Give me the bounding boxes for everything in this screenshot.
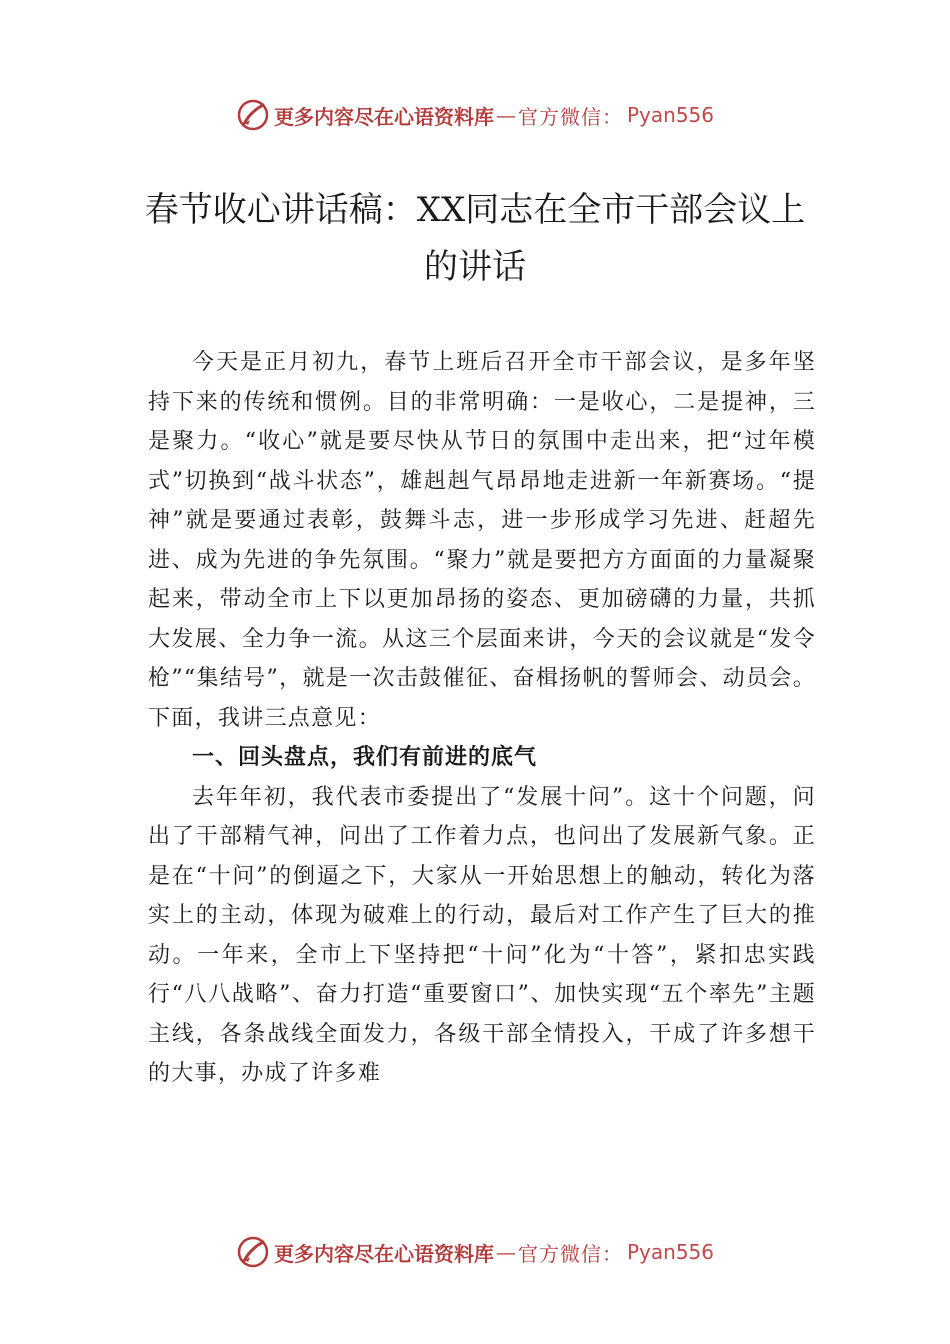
brush-logo-icon bbox=[236, 1235, 270, 1269]
body-paragraph: 今天是正月初九，春节上班后召开全市干部会议，是多年坚持下来的传统和惯例。目的非常明确：一是收心，二是提神，三是聚力。“收心”就是要尽快从节日的氛围中走出来，把“过年模式”切换到“战斗状态”，雄赳赳气昂昂地走进新一年新赛场。“提神”就是要通过表彰，鼓舞斗志，进一步形成学习先进、赶超先进、成为先进的争先氛围。“聚力”就是要把方方面面的力量凝聚起来，带动全市上下以更加昂扬的姿态、更加磅礴的力量，共抓大发展、全力争一流。从这三个层面来讲，今天的会议就是“发令枪”“集结号”，就是一次击鼓催征、奋楫扬帆的誓师会、动员会。下面，我讲三点意见： bbox=[148, 350, 816, 731]
watermark-wechat-label: 官方微信： bbox=[517, 104, 623, 129]
watermark-wechat-id: Pyan556 bbox=[626, 1240, 714, 1264]
document-title: 春节收心讲话稿：XX同志在全市干部会议上的讲话 bbox=[144, 190, 806, 287]
watermark-banner-bottom bbox=[0, 1232, 950, 1272]
watermark-wechat-label: 官方微信： bbox=[517, 1241, 623, 1266]
watermark-text: 更多内容尽在心语资料库 bbox=[273, 104, 494, 129]
watermark-wechat-id: Pyan556 bbox=[626, 103, 714, 127]
body-paragraph: 去年年初，我代表市委提出了“发展十问”。这十个问题，问出了干部精气神，问出了工作着力点，也问出了发展新气象。正是在“十问”的倒逼之下，大家从一开始思想上的触动，转化为落实上的主动，体现为破难上的行动，最后对工作产生了巨大的推动。一年来，全市上下坚持把“十问”化为“十答”，紧扣忠实践行“八八战略”、奋力打造“重要窗口”、加快实现“五个率先”主题主线，各条战线全面发力，各级干部全情投入，干成了许多想干的大事，办成了许多难 bbox=[148, 784, 816, 1086]
section-heading: 一、回头盘点，我们有前进的底气 bbox=[192, 745, 538, 770]
watermark-banner-top bbox=[0, 95, 950, 135]
document-body bbox=[148, 343, 816, 1094]
brush-logo-icon bbox=[236, 98, 270, 132]
watermark-separator: — bbox=[495, 103, 516, 127]
watermark-text: 更多内容尽在心语资料库 bbox=[273, 1241, 494, 1266]
watermark-separator: — bbox=[495, 1240, 516, 1264]
